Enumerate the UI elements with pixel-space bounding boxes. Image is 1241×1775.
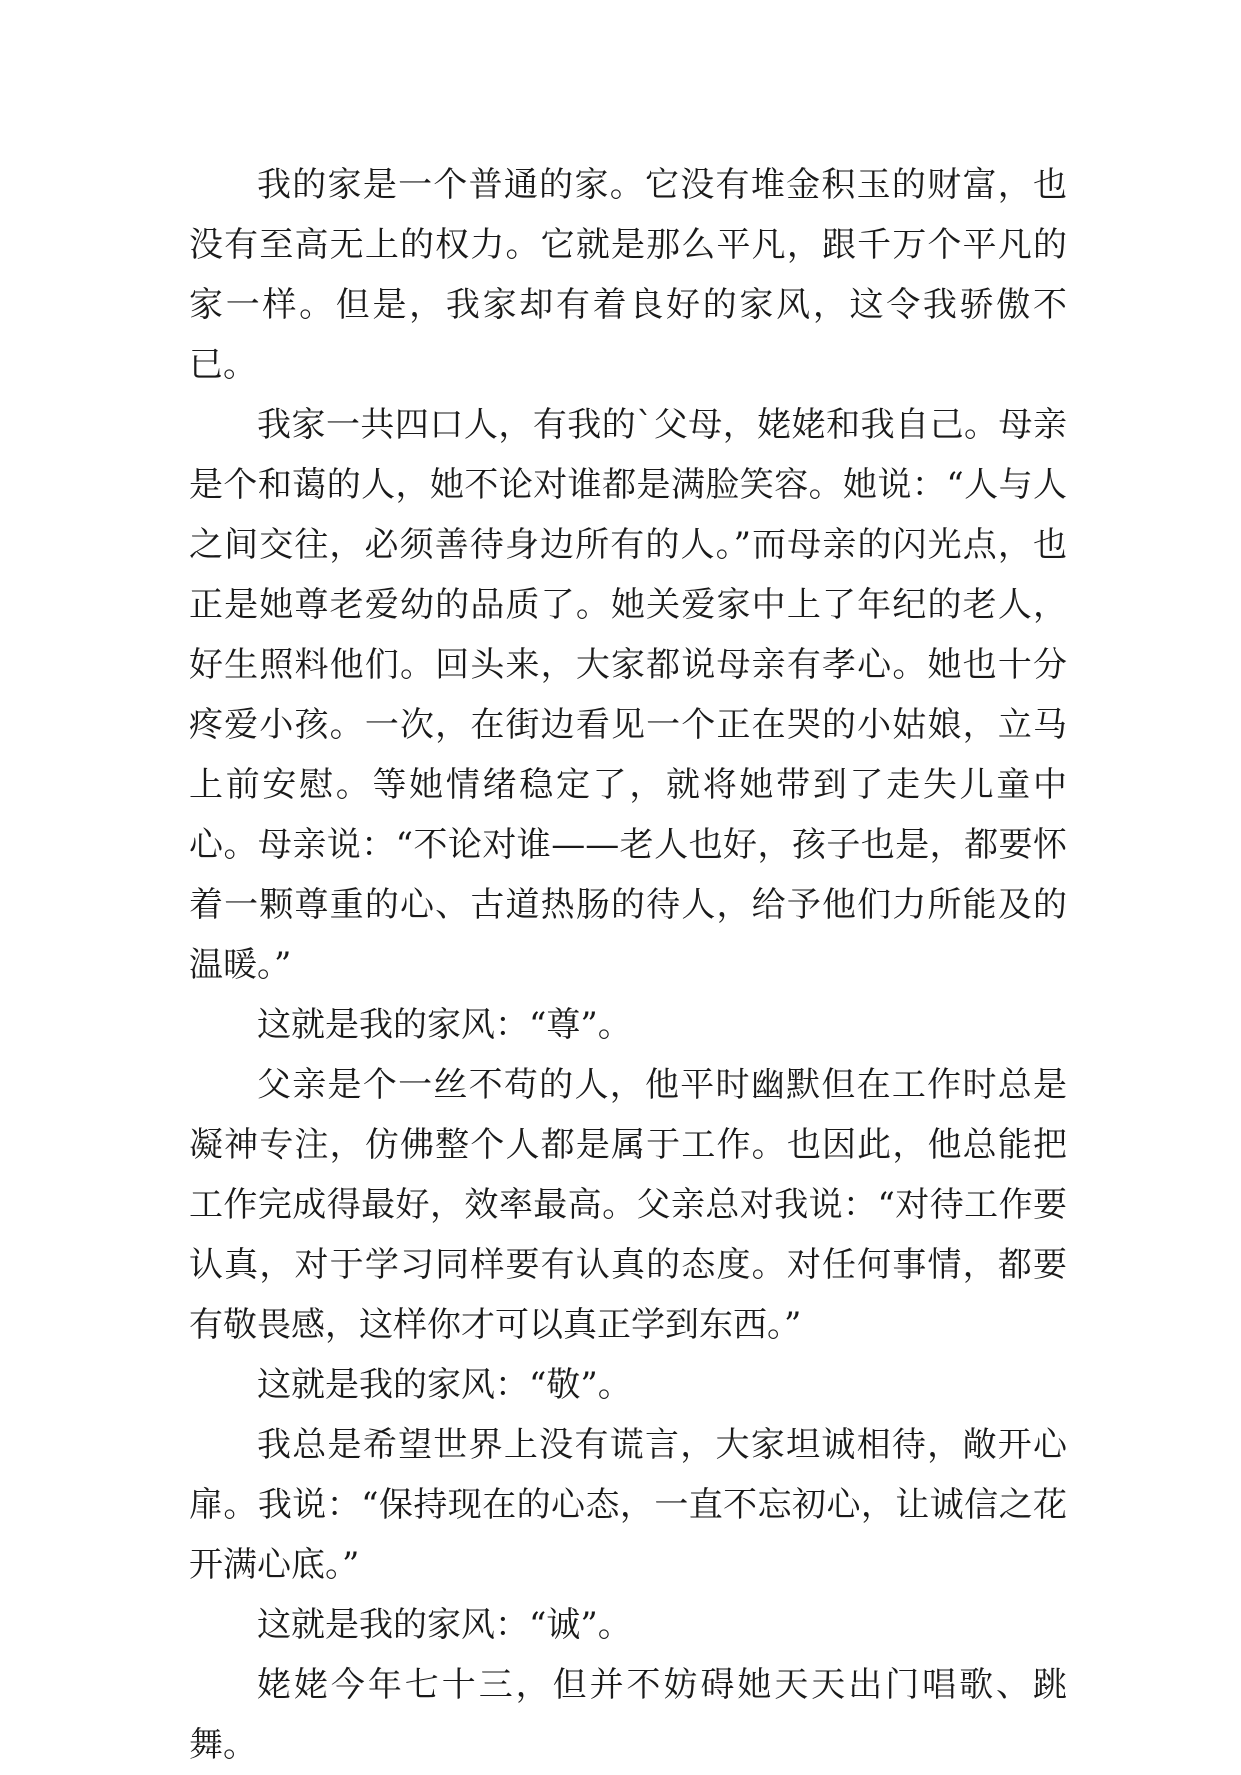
paragraph-3: 这就是我的家风：“尊”。: [257, 1005, 632, 1045]
paragraph-8: 姥姥今年七十三，但并不妨碍她天天出门唱歌、跳舞。: [189, 1665, 1067, 1765]
document-body: [189, 155, 1067, 1775]
paragraph-6: 我总是希望世界上没有谎言，大家坦诚相待，敞开心扉。我说：“保持现在的心态，一直不忘初心，让诚信之花开满心底。”: [189, 1425, 1067, 1585]
paragraph-7: 这就是我的家风：“诚”。: [257, 1605, 632, 1645]
paragraph-4: 父亲是个一丝不苟的人，他平时幽默但在工作时总是凝神专注，仿佛整个人都是属于工作。也因此，他总能把工作完成得最好，效率最高。父亲总对我说：“对待工作要认真，对于学习同样要有认真的态度。对任何事情，都要有敬畏感，这样你才可以真正学到东西。”: [189, 1065, 1067, 1345]
paragraph-2: 我家一共四口人，有我的`父母，姥姥和我自己。母亲是个和蔼的人，她不论对谁都是满脸笑容。她说：“人与人之间交往，必须善待身边所有的人。”而母亲的闪光点，也正是她尊老爱幼的品质了。她关爱家中上了年纪的老人，好生照料他们。回头来，大家都说母亲有孝心。她也十分疼爱小孩。一次，在街边看见一个正在哭的小姑娘，立马上前安慰。等她情绪稳定了，就将她带到了走失儿童中心。母亲说：“不论对谁——老人也好，孩子也是，都要怀着一颗尊重的心、古道热肠的待人，给予他们力所能及的温暖。”: [189, 405, 1067, 985]
paragraph-5: 这就是我的家风：“敬”。: [257, 1365, 632, 1405]
paragraph-1: 我的家是一个普通的家。它没有堆金积玉的财富，也没有至高无上的权力。它就是那么平凡，跟千万个平凡的家一样。但是，我家却有着良好的家风，这令我骄傲不已。: [189, 165, 1067, 385]
